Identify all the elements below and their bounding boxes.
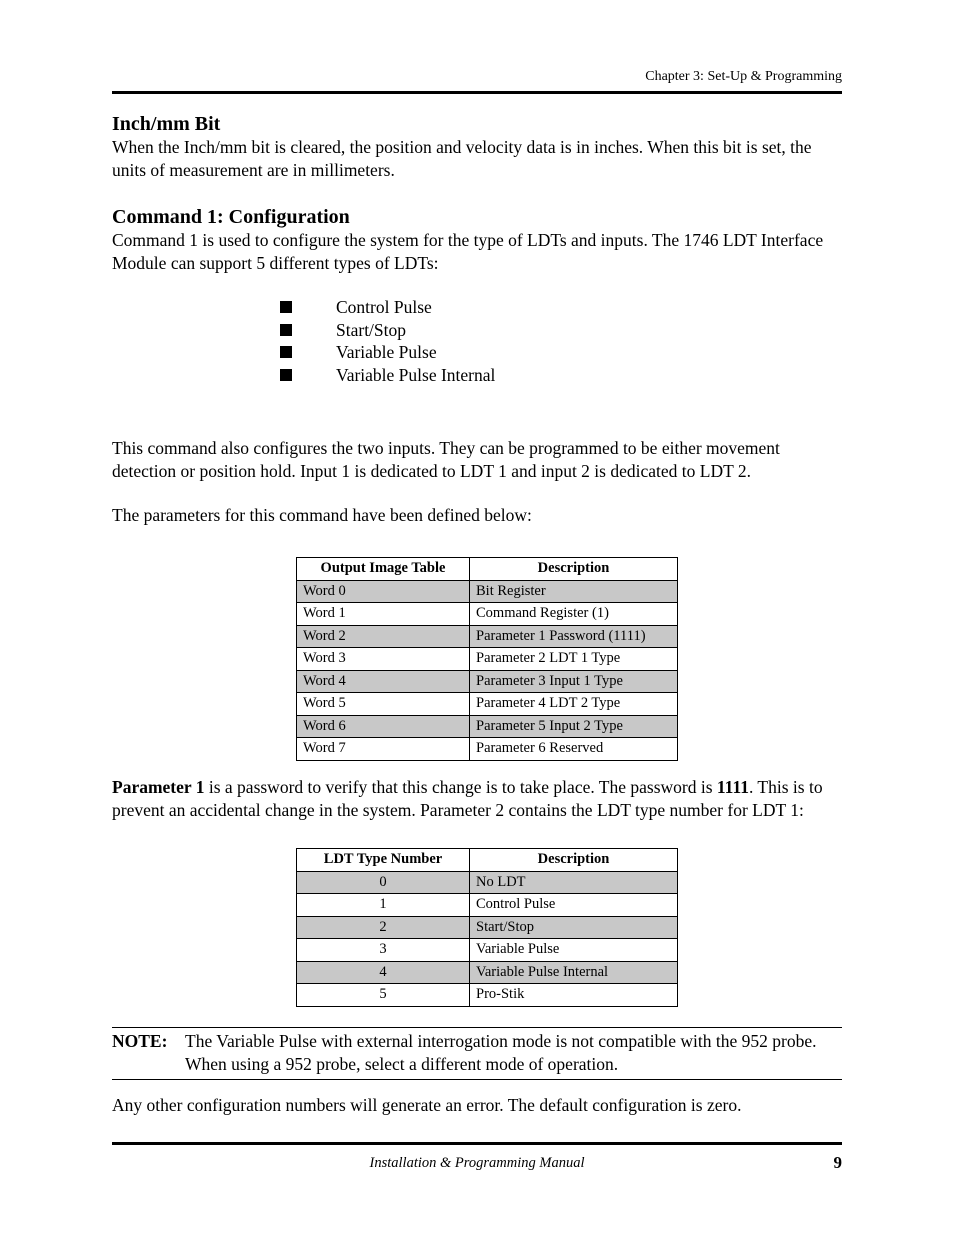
table-row: Word 2 Parameter 1 Password (1111) bbox=[297, 625, 678, 648]
note-bottom-rule bbox=[112, 1079, 842, 1080]
parameters-intro: The parameters for this command have been defined below: bbox=[112, 505, 532, 525]
table-row: Word 7 Parameter 6 Reserved bbox=[297, 738, 678, 761]
inch-mm-section bbox=[112, 112, 842, 182]
square-bullet-icon bbox=[280, 324, 292, 336]
note-label: NOTE: bbox=[112, 1031, 168, 1051]
note-top-rule bbox=[112, 1027, 842, 1028]
table-row: Word 0 Bit Register bbox=[297, 580, 678, 603]
table-row: Word 3 Parameter 2 LDT 1 Type bbox=[297, 648, 678, 671]
header-rule bbox=[112, 91, 842, 94]
command1-heading: Command 1: Configuration bbox=[112, 206, 350, 228]
page-number: 9 bbox=[833, 1153, 842, 1172]
column-header: LDT Type Number bbox=[297, 849, 470, 872]
list-item: Control Pulse bbox=[280, 296, 495, 319]
ldt-type-table bbox=[296, 848, 678, 1007]
command1-section bbox=[112, 205, 842, 275]
column-header: Description bbox=[470, 558, 678, 581]
list-item: Variable Pulse Internal bbox=[280, 364, 495, 387]
square-bullet-icon bbox=[280, 369, 292, 381]
table-row: Word 6 Parameter 5 Input 2 Type bbox=[297, 715, 678, 738]
list-item: Variable Pulse bbox=[280, 341, 495, 364]
closing-paragraph: Any other configuration numbers will generate an error. The default configuration is zero. bbox=[112, 1095, 742, 1115]
table-row: 0 No LDT bbox=[297, 871, 678, 894]
output-image-table bbox=[296, 557, 678, 761]
table-header-row bbox=[297, 849, 678, 872]
table-row: 5 Pro-Stik bbox=[297, 984, 678, 1007]
footer-title: Installation & Programming Manual bbox=[369, 1155, 585, 1171]
running-header: Chapter 3: Set-Up & Programming bbox=[645, 69, 842, 84]
note-block bbox=[112, 1030, 842, 1076]
note-text: The Variable Pulse with external interrogation mode is not compatible with the 952 probe. When using a 952 probe, select a different mode of operation. bbox=[185, 1031, 817, 1074]
ldt-type-list bbox=[280, 296, 495, 387]
command1-intro: Command 1 is used to configure the system for the type of LDTs and inputs. The 1746 LDT Interface Module can support 5 different types of LDTs: bbox=[112, 230, 824, 273]
table-row: 2 Start/Stop bbox=[297, 916, 678, 939]
table-header-row bbox=[297, 558, 678, 581]
table-row: Word 5 Parameter 4 LDT 2 Type bbox=[297, 693, 678, 716]
parameter1-paragraph: Parameter 1 is a password to verify that this change is to take place. The password is 1111. This is to prevent an accidental change in the system. Parameter 2 contains the LDT type number for LDT 1: bbox=[112, 777, 823, 820]
table-row: 1 Control Pulse bbox=[297, 894, 678, 917]
square-bullet-icon bbox=[280, 346, 292, 358]
table-row: Word 4 Parameter 3 Input 1 Type bbox=[297, 670, 678, 693]
footer-rule bbox=[112, 1142, 842, 1145]
list-item: Start/Stop bbox=[280, 319, 495, 342]
square-bullet-icon bbox=[280, 301, 292, 313]
column-header: Output Image Table bbox=[297, 558, 470, 581]
table-row: 4 Variable Pulse Internal bbox=[297, 961, 678, 984]
inputs-paragraph: This command also configures the two inputs. They can be programmed to be either movement detection or position hold. Input 1 is dedicated to LDT 1 and input 2 is dedicated to LDT 2. bbox=[112, 438, 780, 481]
inch-mm-body: When the Inch/mm bit is cleared, the position and velocity data is in inches. When this bit is set, the units of measurement are in millimeters. bbox=[112, 137, 812, 180]
column-header: Description bbox=[470, 849, 678, 872]
table-row: Word 1 Command Register (1) bbox=[297, 603, 678, 626]
table-row: 3 Variable Pulse bbox=[297, 939, 678, 962]
inch-mm-heading: Inch/mm Bit bbox=[112, 113, 221, 135]
